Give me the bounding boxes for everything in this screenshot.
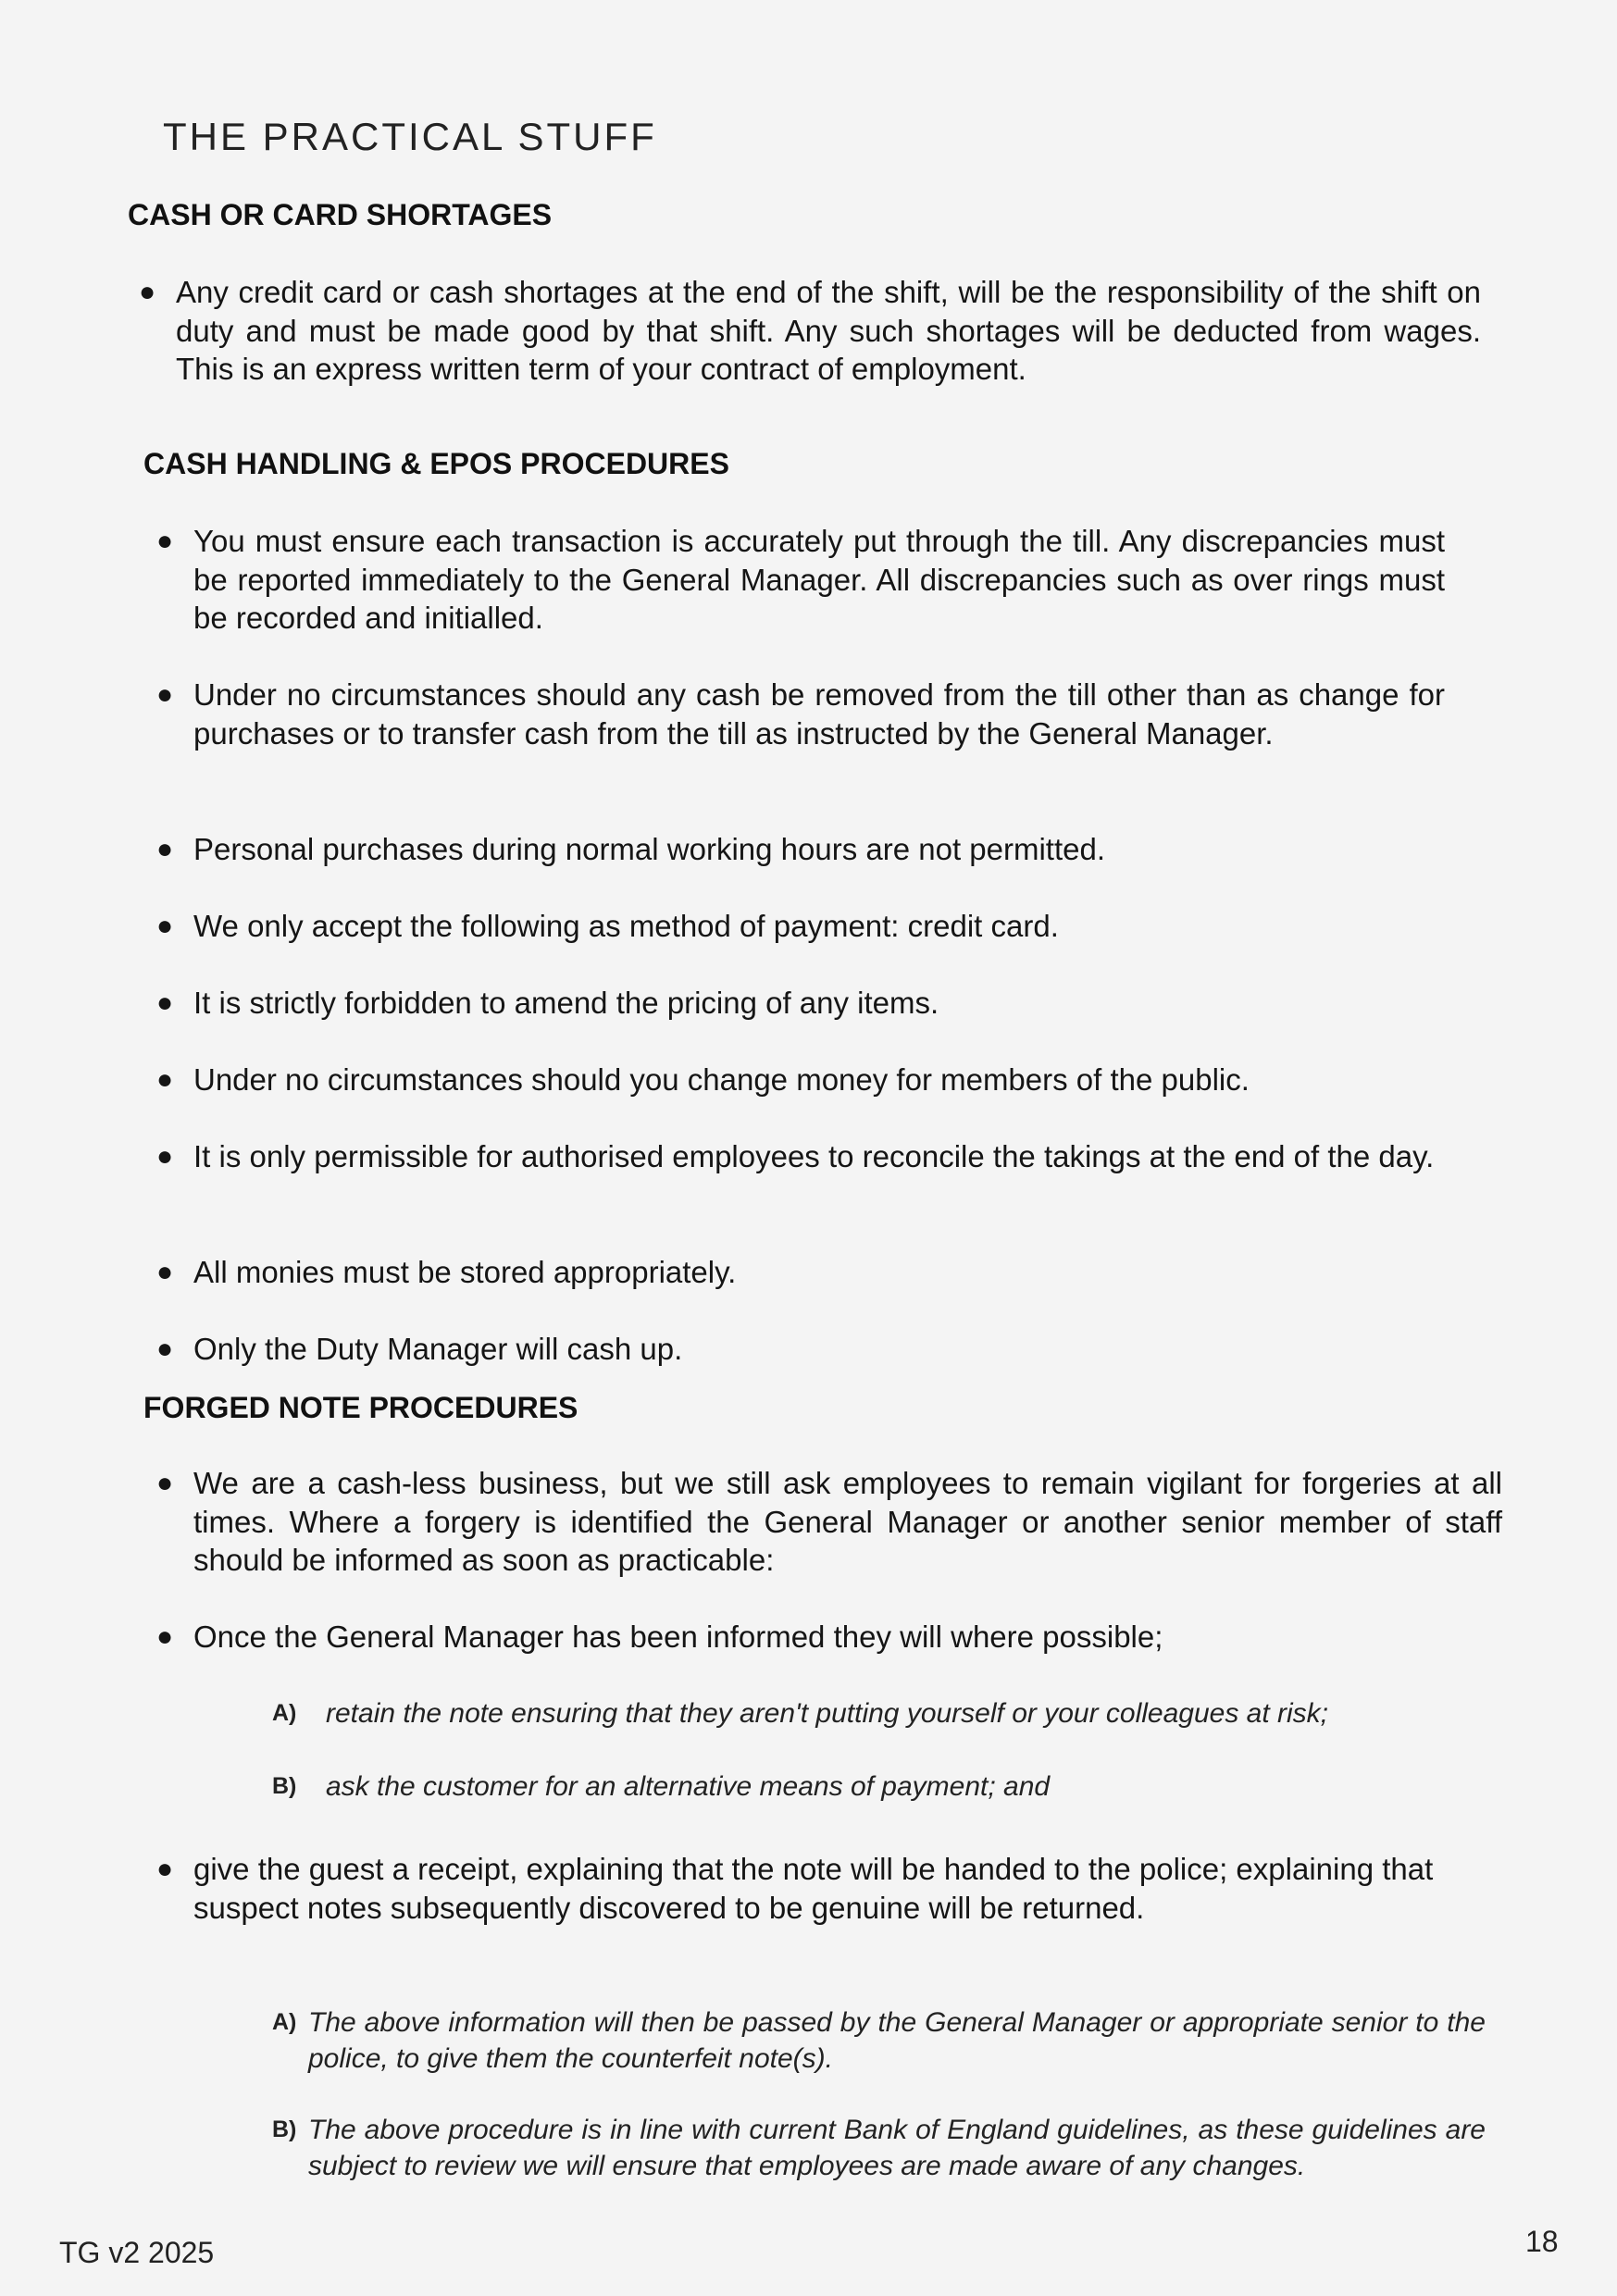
list-item (156, 522, 1445, 638)
bullet-icon: ● (156, 679, 174, 710)
sub-list-item-text: The above procedure is in line with current Bank of England guidelines, as these guidelines are subject to review we will ensure that employees are made aware of any changes. (308, 2115, 1486, 2181)
list-item (156, 907, 1452, 946)
sub-list-marker: B) (272, 1773, 297, 1799)
list-item-text: Personal purchases during normal working hours are not permitted. (193, 832, 1106, 866)
list-item-text: Any credit card or cash shortages at the end of the shift, will be the responsibility of the shift on duty and must be made good by that shift. Any such shortages will be deducted from wages. This is an express written term of your contract of employment. (176, 275, 1481, 386)
list-item (156, 1618, 1502, 1657)
sub-list-item-text: The above information will then be passed by the General Manager or appropriate senior to the police, to give them the counterfeit note(s). (308, 2007, 1486, 2074)
list-item-text: Once the General Manager has been informed they will where possible; (193, 1620, 1163, 1654)
bullet-icon: ● (156, 987, 174, 1018)
list-item-text: Under no circumstances should any cash be removed from the till other than as change for purchases or to transfer cash from the till as instructed by the General Manager. (193, 677, 1445, 751)
list-item-text: Under no circumstances should you change money for members of the public. (193, 1062, 1250, 1097)
section-heading-cash-handling-epos: CASH HANDLING & EPOS PROCEDURES (143, 447, 729, 480)
bullet-icon: ● (156, 1141, 174, 1172)
list-item-text: Only the Duty Manager will cash up. (193, 1332, 683, 1366)
sub-list-item (272, 2004, 1486, 2077)
sub-list-item (272, 1695, 1529, 1731)
list-item (156, 1464, 1502, 1580)
list-item-text: It is only permissible for authorised employees to reconcile the takings at the end of the day. (193, 1139, 1435, 1173)
list-item (156, 1253, 1452, 1292)
page-number: 18 (1525, 2225, 1559, 2258)
list-item (156, 1330, 1452, 1369)
bullet-icon: ● (156, 834, 174, 864)
list-item (156, 676, 1445, 752)
list-item (156, 1137, 1445, 1176)
bullet-icon: ● (156, 1257, 174, 1287)
section-heading-cash-card-shortages: CASH OR CARD SHORTAGES (128, 198, 553, 231)
bullet-icon: ● (156, 1334, 174, 1364)
sub-list-marker: B) (272, 2116, 297, 2142)
list-item (156, 1061, 1452, 1099)
sub-list-item-text: ask the customer for an alternative means of payment; and (326, 1771, 1051, 1802)
list-item-text: give the guest a receipt, explaining that the note will be handed to the police; explaining that suspect notes subsequently discovered to be genuine will be returned. (193, 1852, 1434, 1925)
list-item (156, 1850, 1506, 1927)
section-heading-forged-note: FORGED NOTE PROCEDURES (143, 1391, 578, 1424)
footer-version: TG v2 2025 (59, 2236, 215, 2269)
bullet-icon: ● (156, 1621, 174, 1652)
bullet-icon: ● (156, 911, 174, 941)
bullet-icon: ● (156, 526, 174, 556)
bullet-icon: ● (156, 1064, 174, 1095)
list-item-text: It is strictly forbidden to amend the pricing of any items. (193, 986, 939, 1020)
sub-list-marker: A) (272, 1700, 297, 1726)
sub-list-item-text: retain the note ensuring that they aren't putting yourself or your colleagues at risk; (326, 1698, 1329, 1729)
list-item-text: You must ensure each transaction is accurately put through the till. Any discrepancies must be reported immediately to the General Manager. All discrepancies such as over rings must be recorded and initialled. (193, 524, 1445, 635)
sub-list-item (272, 2112, 1486, 2184)
bullet-icon: ● (156, 1854, 174, 1884)
list-item (156, 830, 1452, 869)
sub-list-item (272, 1769, 1529, 1805)
list-item (156, 984, 1452, 1023)
bullet-icon: ● (156, 1468, 174, 1498)
list-item-text: We are a cash-less business, but we still ask employees to remain vigilant for forgeries at all times. Where a forgery is identified the General Manager or another senior member of staff should be informed as soon as practicable: (193, 1466, 1502, 1577)
bullet-icon: ● (139, 277, 156, 307)
sub-list-marker: A) (272, 2009, 297, 2035)
list-item (139, 273, 1481, 389)
page-title: THE PRACTICAL STUFF (163, 115, 657, 158)
list-item-text: We only accept the following as method of payment: credit card. (193, 909, 1059, 943)
list-item-text: All monies must be stored appropriately. (193, 1255, 737, 1289)
